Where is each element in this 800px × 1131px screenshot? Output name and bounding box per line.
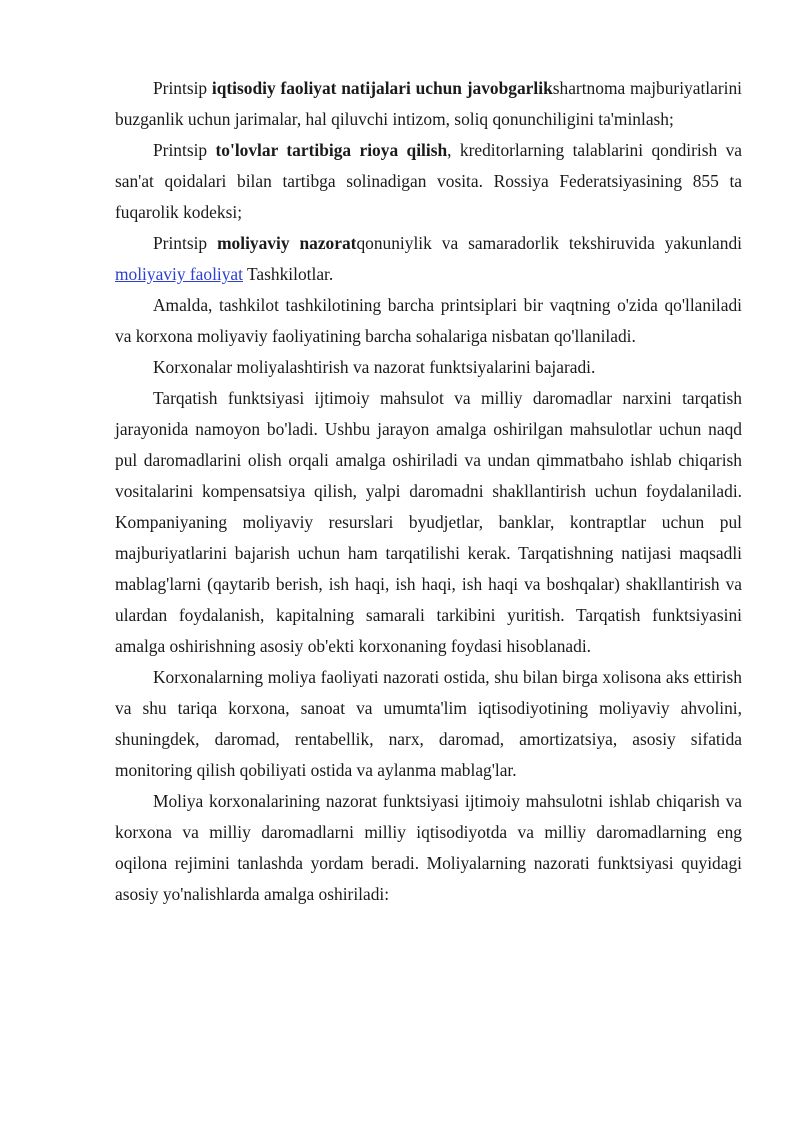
document-page: [115, 73, 742, 910]
paragraph-prefix: Printsip: [153, 78, 212, 98]
paragraph-prefix: Printsip: [153, 140, 216, 160]
paragraph-payment-order-principle: [115, 135, 742, 228]
bold-term-payment-order: to'lovlar tartibiga rioya qilish: [215, 140, 448, 160]
paragraph-distribution-function: Tarqatish funktsiyasi ijtimoiy mahsulot va milliy daromadlar narxini tarqatish jarayonida namoyon bo'ladi. Ushbu jarayon amalga oshirilgan mahsulotlar uchun naqd pul daromadlarini olish orqali amalga oshiriladi va undan qimmatbaho ishlab chiqarish vositalarini kompensatsiya qilish, yalpi daromadni shakllantirish uchun foydalaniladi. Kompaniyaning moliyaviy resurslari byudjetlar, banklar, kontraptlar uchun pul majburiyatlarini bajarish uchun ham tarqatilishi kerak. Tarqatishning natijasi maqsadli mablag'larni (qaytarib berish, ish haqi, ish haqi, ish haqi va boshqalar) shakllantirish va ulardan foydalanish, kapitalning samarali tarkibini yuritish. Tarqatish funktsiyasini amalga oshirishning asosiy ob'ekti korxonaning foydasi hisoblanadi.: [115, 388, 742, 656]
paragraph-enterprise-functions: Korxonalar moliyalashtirish va nazorat funktsiyalarini bajaradi.: [153, 357, 596, 377]
paragraph-financial-control-principle: [115, 228, 742, 290]
financial-activity-link[interactable]: moliyaviy faoliyat: [115, 264, 243, 284]
paragraph-suffix: Tashkilotlar.: [242, 264, 334, 284]
paragraph-financial-control-monitoring: Korxonalarning moliya faoliyati nazorati ostida, shu bilan birga xolisona aks ettirish va shu tariqa korxona, sanoat va umumta'lim iqtisodiyotining moliyaviy ahvolini, shuningdek, daromad, rentabellik, narx, daromad, amortizatsiya, asosiy sifatida monitoring qilish qobiliyati ostida va aylanma mablag'lar.: [115, 667, 742, 780]
paragraph-prefix: Printsip: [153, 233, 218, 253]
paragraph-body: shartnoma majburiyatlarini buzganlik uchun jarimalar, hal qiluvchi intizom, soliq qonunchiligini ta'minlash;: [115, 78, 742, 129]
paragraph-principles-applied: Amalda, tashkilot tashkilotining barcha printsiplari bir vaqtning o'zida qo'llaniladi va korxona moliyaviy faoliyatining barcha sohalariga nisbatan qo'llaniladi.: [115, 295, 742, 346]
bold-term-responsibility: iqtisodiy faoliyat natijalari uchun javobgarlik: [211, 78, 553, 98]
paragraph-body: qonuniylik va samaradorlik tekshiruvida yakunlandi: [356, 233, 742, 253]
paragraph-body: , kreditorlarning talablarini qondirish va san'at qoidalari bilan tartibga solinadigan vosita. Rossiya Federatsiyasining 855 ta fuqarolik kodeksi;: [115, 140, 742, 222]
bold-term-financial-control: moliyaviy nazorat: [217, 233, 357, 253]
paragraph-control-function: Moliya korxonalarining nazorat funktsiyasi ijtimoiy mahsulotni ishlab chiqarish va korxona va milliy daromadlarni milliy iqtisodiyotda va milliy daromadlarning eng oqilona rejimini tanlashda yordam beradi. Moliyalarning nazorati funktsiyasi quyidagi asosiy yo'nalishlarda amalga oshiriladi:: [115, 791, 742, 904]
paragraph-responsibility-principle: [115, 73, 742, 135]
